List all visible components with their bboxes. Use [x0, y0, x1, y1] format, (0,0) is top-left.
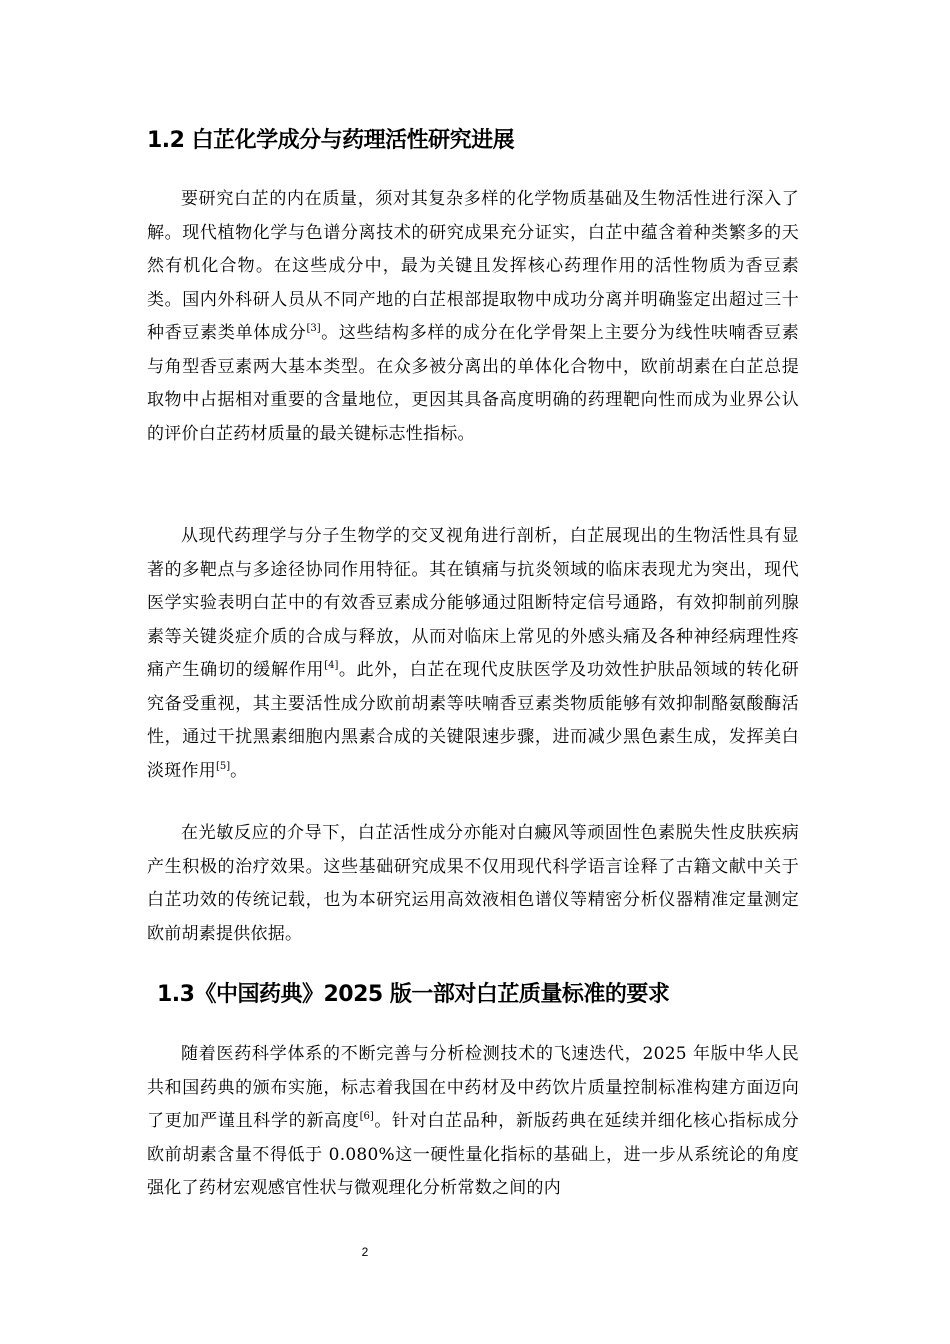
page-number: 2 [361, 1245, 369, 1259]
paragraph-text: 。这些结构多样的成分在化学骨架上主要分为线性呋喃香豆素与角型香豆素两大基本类型。在众多被分离出的单体化合物中，欧前胡素在白芷总提取物中占据相对重要的含量地位，更因其具备高度明确的药理靶向性而成为业界公认的评价白芷药材质量的最关键标志性指标。 [147, 323, 800, 444]
paragraph-pharmacopoeia-2025 [147, 1038, 799, 1206]
paragraph-text: 从现代药理学与分子生物学的交叉视角进行剖析，白芷展现出的生物活性具有显著的多靶点与多途径协同作用特征。其在镇痛与抗炎领域的临床表现尤为突出，现代医学实验表明白芷中的有效香豆素成分能够通过阻断特定信号通路，有效抑制前列腺素等关键炎症介质的合成与释放，从而对临床上常见的外感头痛及各种神经病理性疼痛产生确切的缓解作用 [147, 526, 799, 680]
citation-marker: [3] [306, 323, 321, 334]
citation-marker: [6] [359, 1111, 374, 1122]
paragraph-text: 在光敏反应的介导下，白芷活性成分亦能对白癜风等顽固性色素脱失性皮肤疾病产生积极的治疗效果。这些基础研究成果不仅用现代科学语言诠释了古籍文献中关于白芷功效的传统记载，也为本研究运用高效液相色谱仪等精密分析仪器精准定量测定欧前胡素提供依据。 [147, 823, 799, 944]
paragraph-text: 。针对白芷品种，新版药典在延续并细化核心指标成分欧前胡素含量不得低于 0.080%这一硬性量化指标的基础上，进一步从系统论的角度强化了药材宏观感官性状与微观理化分析常数之间的内 [147, 1111, 799, 1198]
paragraph-photosensitivity [147, 817, 799, 951]
paragraph-chemical-components [147, 183, 799, 451]
section-heading-1-3: 1.3《中国药典》2025 版一部对白芷质量标准的要求 [157, 982, 670, 1007]
section-heading-1-2: 1.2 白芷化学成分与药理活性研究进展 [147, 128, 515, 153]
citation-marker: [4] [324, 660, 339, 671]
citation-marker: [5] [216, 760, 231, 772]
paragraph-text: 随着医药科学体系的不断完善与分析检测技术的飞速迭代，2025 年版中华人民共和国药典的颁布实施，标志着我国在中药材及中药饮片质量控制标准构建方面迈向了更加严谨且科学的新高度 [147, 1044, 799, 1131]
paragraph-text: 。 [230, 760, 248, 781]
paragraph-pharmacology [147, 520, 799, 788]
paragraph-text: 要研究白芷的内在质量，须对其复杂多样的化学物质基础及生物活性进行深入了解。现代植物化学与色谱分离技术的研究成果充分证实，白芷中蕴含着种类繁多的天然有机化合物。在这些成分中，最为关键且发挥核心药理作用的活性物质为香豆素类。国内外科研人员从不同产地的白芷根部提取物中成功分离并明确鉴定出超过三十种香豆素类单体成分 [147, 189, 799, 343]
paragraph-text: 。此外，白芷在现代皮肤医学及功效性护肤品领域的转化研究备受重视，其主要活性成分欧前胡素等呋喃香豆素类物质能够有效抑制酪氨酸酶活性，通过干扰黑素细胞内黑素合成的关键限速步骤，进而减少黑色素生成，发挥美白淡斑作用 [147, 660, 800, 781]
